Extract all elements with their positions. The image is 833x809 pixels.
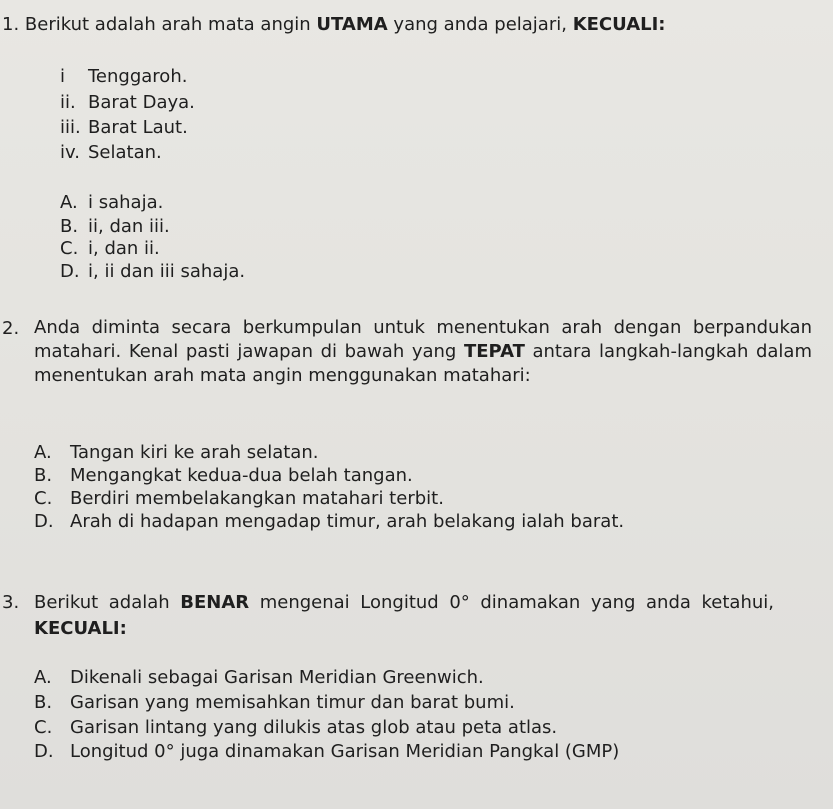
q3-option-c: C. Garisan lintang yang dilukis atas glob atau peta atlas. [34,717,558,738]
q3-option-d: D. Longitud 0° juga dinamakan Garisan Meridian Pangkal (GMP) [34,741,620,762]
q2-option-d: D. Arah di hadapan mengadap timur, arah belakang ialah barat. [34,511,625,532]
q1-statement-i: i Tenggaroh. [60,66,188,87]
q1-option-c: C. i, dan ii. [60,238,160,259]
q1-option-b: B. ii, dan iii. [60,216,170,237]
q2-option-b: B. Mengangkat kedua-dua belah tangan. [34,465,413,486]
q1-statement-iii: iii. Barat Laut. [60,117,188,138]
q1-option-d: D. i, ii dan iii sahaja. [60,261,246,282]
question-2-stem: Anda diminta secara berkumpulan untuk menentukan arah dengan berpandukan matahari. Kenal pasti jawapan di bawah yang TEPAT antara langkah-langkah dalam menentukan arah mata angin menggunakan matahari: [34,317,812,386]
question-1-stem: 1. Berikut adalah arah mata angin UTAMA yang anda pelajari, KECUALI: [2,14,666,35]
q3-option-b: B. Garisan yang memisahkan timur dan barat bumi. [34,692,515,713]
question-3-stem: Berikut adalah BENAR mengenai Longitud 0° dinamakan yang anda ketahui, KECUALI: [34,592,774,639]
q2-option-c: C. Berdiri membelakangkan matahari terbit. [34,488,444,509]
question-2-number: 2. [2,318,20,339]
q1-option-a: A. i sahaja. [60,192,164,213]
question-3-number: 3. [2,592,20,613]
q2-option-a: A. Tangan kiri ke arah selatan. [34,442,319,463]
q1-statement-iv: iv. Selatan. [60,142,162,163]
q1-statement-ii: ii. Barat Daya. [60,92,195,113]
q3-option-a: A. Dikenali sebagai Garisan Meridian Greenwich. [34,667,484,688]
